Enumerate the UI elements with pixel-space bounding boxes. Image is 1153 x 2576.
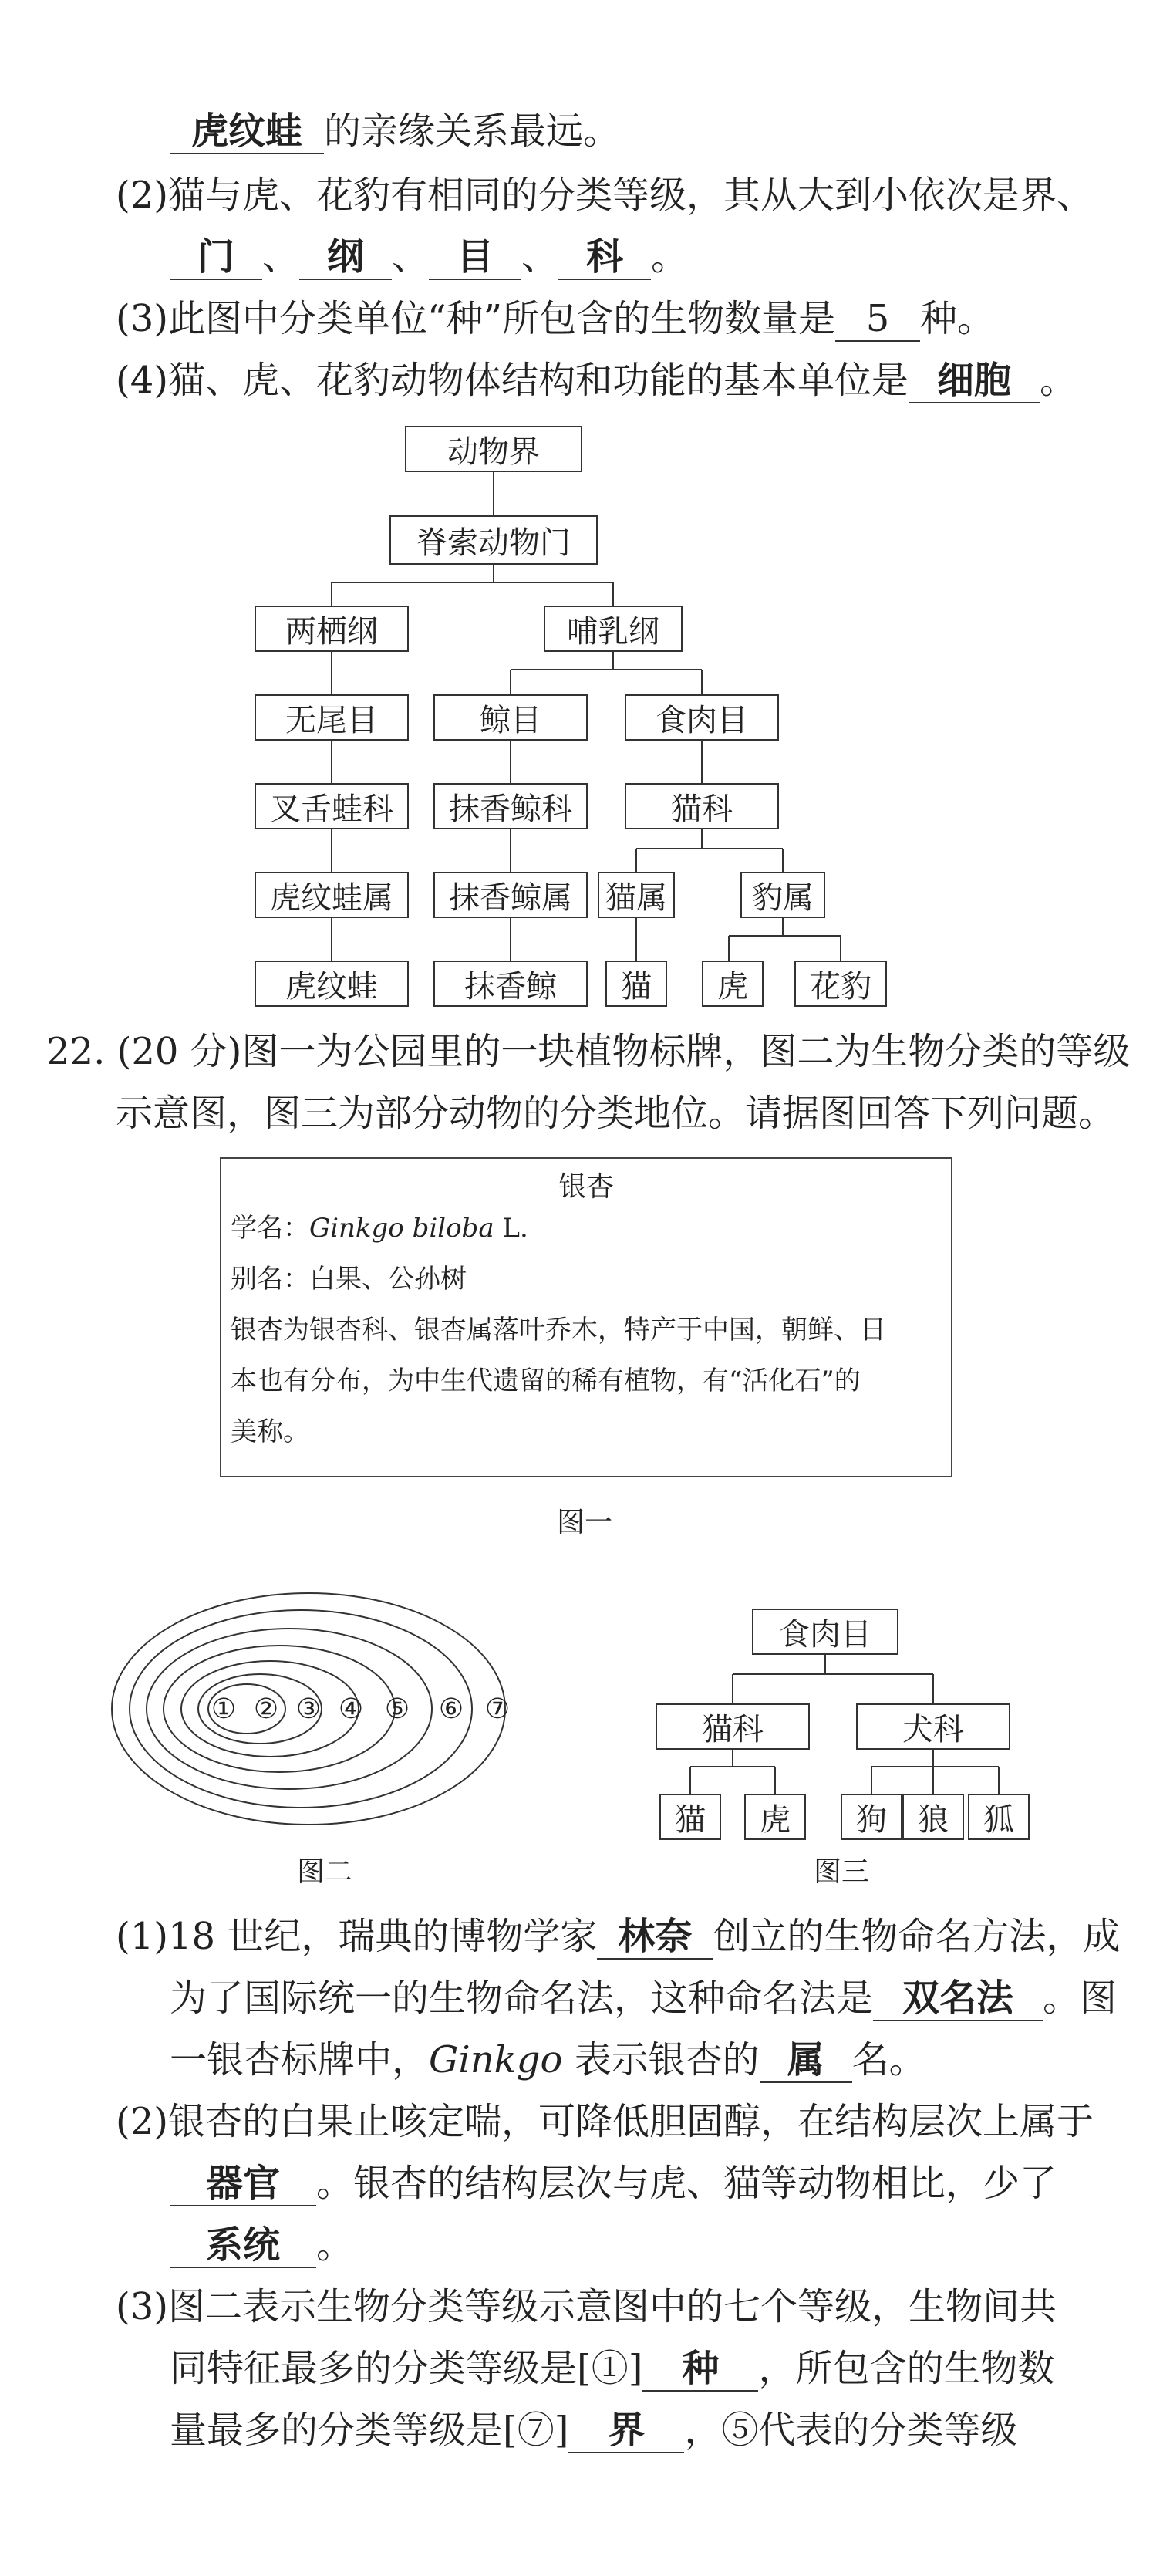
- text: 学名：: [231, 1213, 309, 1244]
- answer-blank: 种: [642, 2347, 758, 2392]
- text: 名。: [851, 2038, 926, 2081]
- text: 创立的生物命名方法，成: [713, 1915, 1121, 1958]
- sign-row: 本也有分布，为中生代遗留的稀有植物，有“活化石”的: [231, 1366, 861, 1396]
- tree-node-order: 食肉目: [625, 694, 779, 741]
- answer-blank: 系统: [170, 2223, 316, 2268]
- answer-blank: 门: [170, 235, 262, 280]
- text: 、: [521, 235, 559, 279]
- rank-label-3: ③: [295, 1693, 322, 1725]
- answer-line: [116, 1913, 1120, 1960]
- text: L.: [494, 1213, 528, 1244]
- tree-node-species: 抹香鲸: [433, 961, 588, 1007]
- answer-blank: 目: [429, 235, 521, 280]
- text: 。银杏的结构层次与虎、猫等动物相比，少了: [316, 2162, 1057, 2205]
- answer-blank: 双名法: [873, 1977, 1043, 2021]
- rank-label-4: ④: [338, 1693, 364, 1725]
- fig3-node-order: 食肉目: [752, 1609, 898, 1655]
- sign-row: 别名：白果、公孙树: [231, 1264, 467, 1295]
- answer-blank: 5: [835, 297, 920, 342]
- sign-title: 银杏: [558, 1171, 614, 1203]
- rank-label-5: ⑤: [384, 1693, 410, 1725]
- answer-line: [170, 2345, 1054, 2392]
- tree-node-order: 鲸目: [433, 694, 588, 741]
- text: 一银杏标牌中，: [170, 2038, 430, 2081]
- text: 。: [651, 235, 689, 279]
- answer-blank: 纲: [299, 235, 392, 280]
- text: 22. (20 分)图一为公园里的一块植物标牌，图二为生物分类的等级: [46, 1030, 1131, 1073]
- text: 量最多的分类等级是[⑦]: [170, 2409, 569, 2452]
- answer-line: [116, 2284, 1057, 2330]
- tree-node-genus: 豹属: [740, 872, 825, 918]
- answer-line: [170, 2160, 1057, 2206]
- sign-row: 银杏为银杏科、银杏属落叶乔木，特产于中国，朝鲜、日: [231, 1315, 886, 1345]
- text: 表示银杏的: [562, 2038, 760, 2081]
- tree-node-genus: 猫属: [598, 872, 675, 918]
- text: Ginkgo: [429, 2038, 563, 2081]
- answer-line: [170, 2222, 353, 2268]
- text: (3)图二表示生物分类等级示意图中的七个等级，生物间共: [116, 2285, 1057, 2328]
- tree-node-genus: 抹香鲸属: [433, 872, 588, 918]
- answer-blank: 虎纹蛙: [170, 110, 324, 154]
- text: (2)银杏的白果止咳定喘，可降低胆固醇，在结构层次上属于: [116, 2100, 1094, 2143]
- figure-caption: 图三: [814, 1856, 870, 1888]
- tree-node-order: 无尾目: [255, 694, 409, 741]
- text: 、: [392, 235, 430, 279]
- tree-node-species: 花豹: [794, 961, 887, 1007]
- rank-label-1: ①: [211, 1693, 237, 1725]
- tree-node-family: 抹香鲸科: [433, 783, 588, 829]
- tree-node-phylum: 脊索动物门: [389, 515, 598, 565]
- fig3-node-species: 虎: [744, 1794, 806, 1840]
- tree-node-class: 哺乳纲: [544, 606, 683, 652]
- tree-node-species: 猫: [605, 961, 667, 1007]
- text: 的亲缘关系最远。: [324, 110, 621, 153]
- text: Ginkgo biloba: [309, 1213, 494, 1244]
- text: ，所包含的生物数: [758, 2347, 1055, 2390]
- rank-label-7: ⑦: [484, 1693, 511, 1725]
- tree-node-species: 虎纹蛙: [255, 961, 409, 1007]
- fig3-node-species: 狼: [902, 1794, 964, 1840]
- sign-row: 美称。: [231, 1416, 309, 1447]
- answer-line: [116, 2098, 1094, 2145]
- text: 种。: [920, 297, 995, 340]
- answer-blank: 属: [760, 2038, 852, 2083]
- tree-node-family: 叉舌蛙科: [255, 783, 409, 829]
- text: 。图: [1043, 1977, 1118, 2020]
- text: 为了国际统一的生物命名法，这种命名法是: [170, 1977, 874, 2020]
- figure-caption: 图二: [297, 1856, 353, 1888]
- text: (4)猫、虎、花豹动物体结构和功能的基本单位是: [116, 359, 909, 402]
- rank-label-6: ⑥: [438, 1693, 464, 1725]
- tree-node-kingdom: 动物界: [405, 426, 582, 472]
- text: (3)此图中分类单位“种”所包含的生物数量是: [116, 297, 836, 340]
- text: (1)18 世纪，瑞典的博物学家: [116, 1915, 598, 1958]
- text: ，⑤代表的分类等级: [684, 2409, 1018, 2452]
- fig3-node-family: 犬科: [856, 1703, 1010, 1750]
- answer-blank: 界: [568, 2409, 684, 2453]
- fig3-node-species: 猫: [659, 1794, 721, 1840]
- answer-blank: 细胞: [909, 359, 1040, 403]
- tree-node-class: 两栖纲: [255, 606, 409, 652]
- fig3-node-species: 狗: [841, 1794, 902, 1840]
- tree-node-species: 虎: [702, 961, 764, 1007]
- tree-node-genus: 虎纹蛙属: [255, 872, 409, 918]
- tree-node-family: 猫科: [625, 783, 779, 829]
- text: 。: [316, 2223, 354, 2267]
- text: 。: [1040, 359, 1077, 402]
- text: 、: [262, 235, 300, 279]
- answer-blank: 器官: [170, 2162, 316, 2206]
- text: (2)猫与虎、花豹有相同的分类等级，其从大到小依次是界、: [116, 174, 1094, 217]
- fig3-node-species: 狐: [968, 1794, 1030, 1840]
- answer-line: [170, 2407, 1017, 2453]
- fig3-node-family: 猫科: [656, 1703, 810, 1750]
- answer-blank: 科: [558, 235, 651, 280]
- answer-blank: 林奈: [597, 1915, 713, 1960]
- rank-label-2: ②: [253, 1693, 279, 1725]
- figure-caption: 图一: [557, 1507, 613, 1538]
- answer-line: [170, 1975, 1117, 2021]
- answer-line: [170, 2037, 926, 2083]
- text: 示意图，图三为部分动物的分类地位。请据图回答下列问题。: [116, 1092, 1116, 1135]
- text: 同特征最多的分类等级是[①]: [170, 2347, 643, 2390]
